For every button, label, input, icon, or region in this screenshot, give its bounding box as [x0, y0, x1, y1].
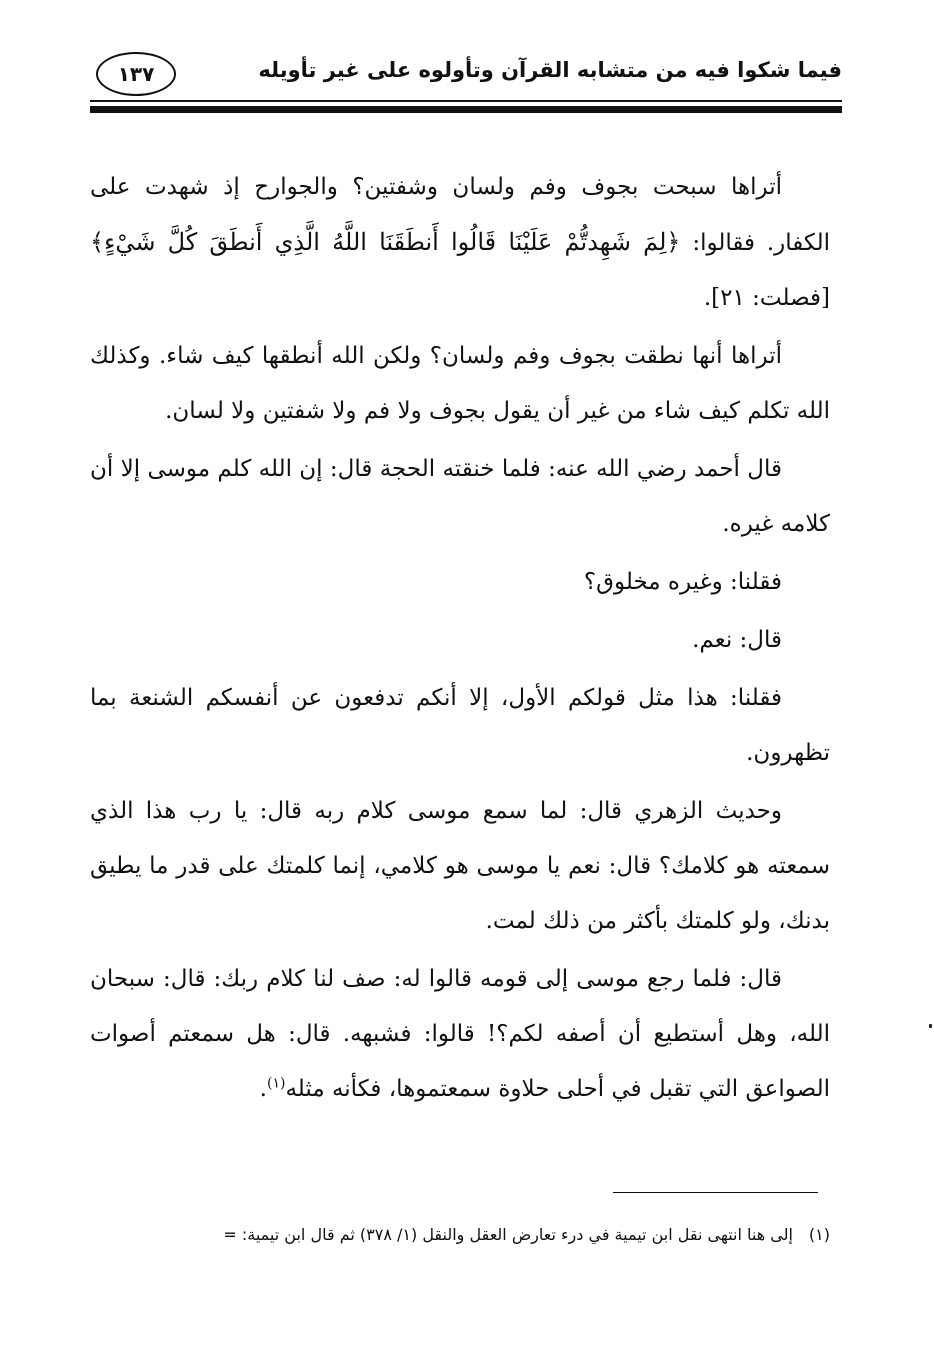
paragraph-text: فقلنا: هذا مثل قولكم الأول، إلا أنكم تدفعون عن أنفسكم الشنعة بما تظهرون.: [90, 685, 830, 766]
footnote-separator: [613, 1192, 818, 1193]
paragraph-text: [فصلت: ٢١].: [703, 285, 830, 311]
paragraph-text: .: [259, 1076, 267, 1102]
paragraph-text: أتراها أنها نطقت بجوف وفم ولسان؟ ولكن الله أنطقها كيف شاء. وكذلك الله تكلم كيف شاء من غير أن يقول بجوف ولا فم ولا شفتين ولا لسان.: [90, 343, 830, 424]
footnote-text: إلى هنا انتهى نقل ابن تيمية في درء تعارض العقل والنقل (١/ ٣٧٨) ثم قال ابن تيمية: =: [223, 1225, 793, 1244]
paragraph-text: وحديث الزهري قال: لما سمع موسى كلام ربه قال: يا رب هذا الذي سمعته هو كلامك؟ قال: نعم يا موسى هو كلامي، إنما كلمتك على قدر ما يطيق بدنك، ولو كلمتك بأكثر من ذلك لمت.: [90, 798, 830, 934]
paragraph: [90, 160, 830, 326]
paragraph: [90, 329, 830, 439]
header-rule-thin: [90, 100, 842, 102]
page-number-badge: ١٣٧: [96, 52, 176, 96]
footnote: [80, 1222, 830, 1248]
body-text: [90, 160, 830, 1120]
paragraph: [90, 784, 830, 949]
paragraph-text: أتراها سبحت بجوف وفم ولسان وشفتين؟ والجوارح إذ شهدت على الكفار. فقالوا:: [90, 174, 831, 256]
paragraph-text: قال أحمد رضي الله عنه: فلما خنقته الحجة قال: إن الله كلم موسى إلا أن كلامه غيره.: [90, 456, 830, 537]
running-header: [90, 48, 842, 100]
footnote-number: (١): [808, 1225, 830, 1244]
paragraph: [90, 442, 830, 552]
paragraph-text: فقلنا: وغيره مخلوق؟: [583, 569, 782, 595]
footnote-marker: (١): [266, 1075, 286, 1092]
paragraph-text: قال: فلما رجع موسى إلى قومه قالوا له: صف لنا كلام ربك: قال: سبحان الله، وهل أستطيع أن أصفه لكم؟! قالوا: فشبهه. قال: هل سمعتم أصوات الصواعق التي تقبل في أحلى حلاوة سمعتموها، فكأنه مثله: [90, 966, 830, 1102]
scan-speck: [929, 1024, 932, 1028]
paragraph: [90, 613, 830, 668]
quran-verse: ﴿لِمَ شَهِدتُّمْ عَلَيْنَا قَالُوا أَنطَقَنَا اللَّهُ الَّذِي أَنطَقَ كُلَّ شَيْءٍ﴾: [90, 228, 681, 256]
chapter-title: فيما شكوا فيه من متشابه القرآن وتأولوه على غير تأويله: [258, 58, 842, 82]
paragraph-text: قال: نعم.: [692, 627, 782, 653]
paragraph: [90, 952, 830, 1117]
paragraph: [90, 555, 830, 610]
paragraph: [90, 671, 830, 781]
header-rule-thick: [90, 106, 842, 113]
